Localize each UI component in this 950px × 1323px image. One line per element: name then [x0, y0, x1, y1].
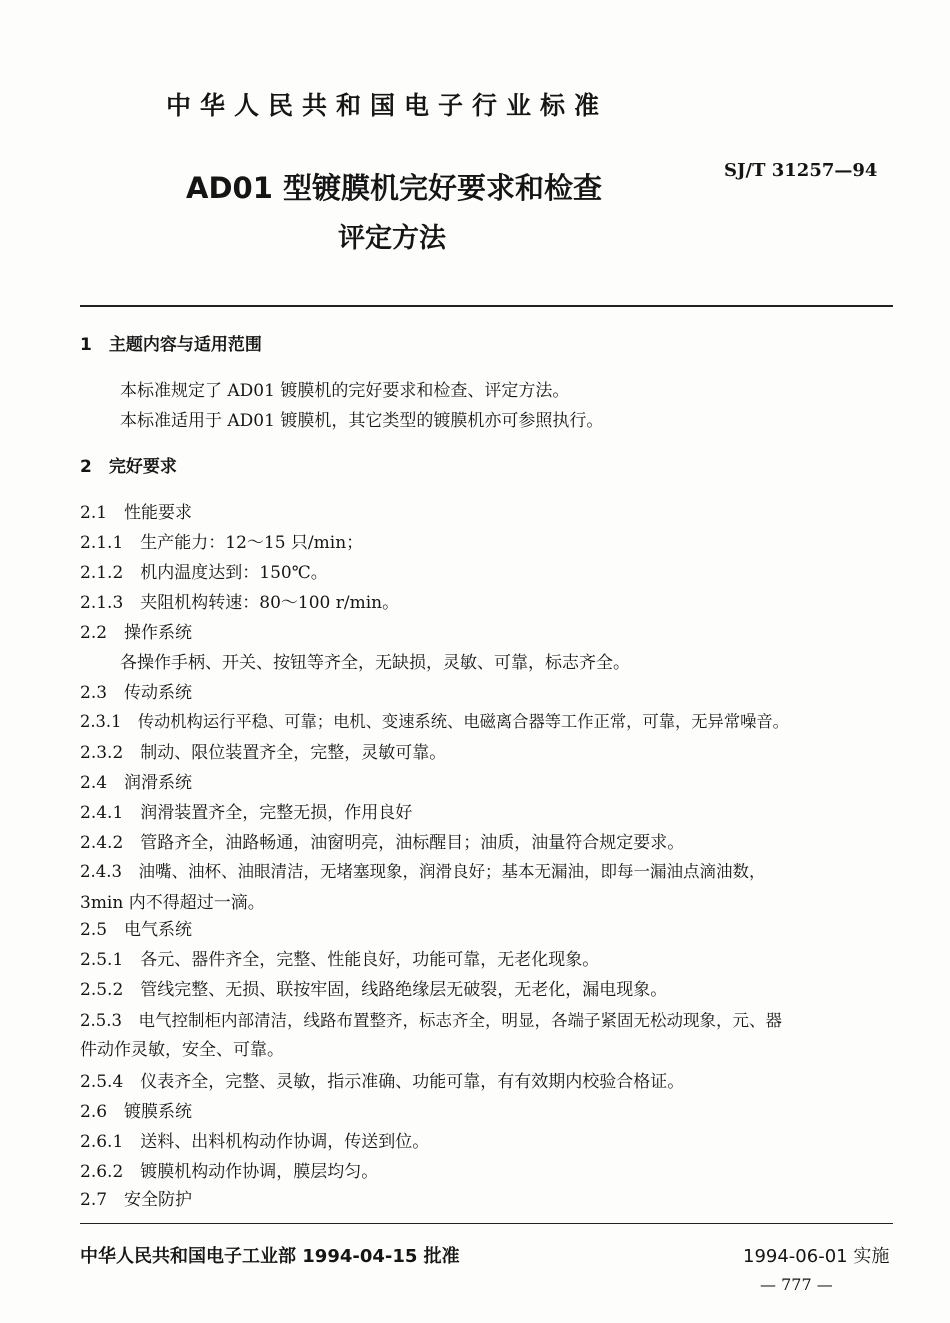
top-divider: [80, 305, 893, 307]
clause: 2.6.2 镀膜机构动作协调，膜层均匀。: [80, 1162, 379, 1182]
approval-note: 中华人民共和国电子工业部 1994-04-15 批准: [80, 1246, 460, 1267]
clause: 2.1.3 夹阻机构转速：80～100 r/min。: [80, 593, 400, 613]
page-number: — 777 —: [760, 1275, 833, 1294]
clause: 2.5.4 仪表齐全，完整、灵敏，指示准确、功能可靠，有有效期内校验合格证。: [80, 1072, 685, 1092]
document-title-line2: 评定方法: [338, 223, 446, 254]
clause: 2.1 性能要求: [80, 503, 193, 523]
clause: 2.3 传动系统: [80, 683, 193, 703]
clause: 2.2 操作系统: [80, 623, 193, 643]
clause: 2.6.1 送料、出料机构动作协调，传送到位。: [80, 1132, 430, 1152]
clause-continuation: 件动作灵敏，安全、可靠。: [80, 1040, 284, 1060]
clause-continuation: 3min 内不得超过一滴。: [80, 893, 265, 913]
clause: 2.3.1 传动机构运行平稳、可靠；电机、变速系统、电磁离合器等工作正常，可靠，无异常噪音。: [80, 712, 789, 731]
clause: 2.3.2 制动、限位装置齐全，完整，灵敏可靠。: [80, 743, 447, 763]
bottom-divider: [80, 1223, 893, 1224]
paragraph: 本标准规定了 AD01 镀膜机的完好要求和检查、评定方法。: [120, 381, 570, 401]
clause: 2.7 安全防护: [80, 1190, 193, 1210]
clause: 2.4.1 润滑装置齐全，完整无损，作用良好: [80, 803, 413, 823]
implementation-date: 1994-06-01 实施: [743, 1246, 890, 1267]
clause: 2.4 润滑系统: [80, 773, 193, 793]
clause: 2.6 镀膜系统: [80, 1102, 193, 1122]
clause: 2.5.3 电气控制柜内部清洁，线路布置整齐，标志齐全，明显，各端子紧固无松动现象，元、器: [80, 1011, 782, 1030]
section-2-heading: 2 完好要求: [80, 457, 177, 477]
clause: 2.1.2 机内温度达到：150℃。: [80, 563, 328, 583]
paragraph: 本标准适用于 AD01 镀膜机，其它类型的镀膜机亦可参照执行。: [120, 411, 604, 431]
clause: 2.4.3 油嘴、油杯、油眼清洁，无堵塞现象，润滑良好；基本无漏油，即每一漏油点滴油数，: [80, 862, 766, 881]
clause: 2.1.1 生产能力：12～15 只/min；: [80, 533, 364, 553]
section-1-heading: 1 主题内容与适用范围: [80, 335, 262, 355]
standard-code: SJ/T 31257—94: [724, 160, 878, 181]
paragraph: 各操作手柄、开关、按钮等齐全，无缺损，灵敏、可靠，标志齐全。: [120, 653, 630, 673]
clause: 2.4.2 管路齐全，油路畅通，油窗明亮，油标醒目；油质，油量符合规定要求。: [80, 833, 685, 853]
clause: 2.5 电气系统: [80, 920, 193, 940]
standard-header: 中华人民共和国电子行业标准: [166, 91, 609, 120]
clause: 2.5.1 各元、器件齐全，完整、性能良好，功能可靠，无老化现象。: [80, 950, 600, 970]
document-title-line1: AD01 型镀膜机完好要求和检查: [186, 171, 602, 205]
clause: 2.5.2 管线完整、无损、联按牢固，线路绝缘层无破裂，无老化，漏电现象。: [80, 980, 668, 1000]
